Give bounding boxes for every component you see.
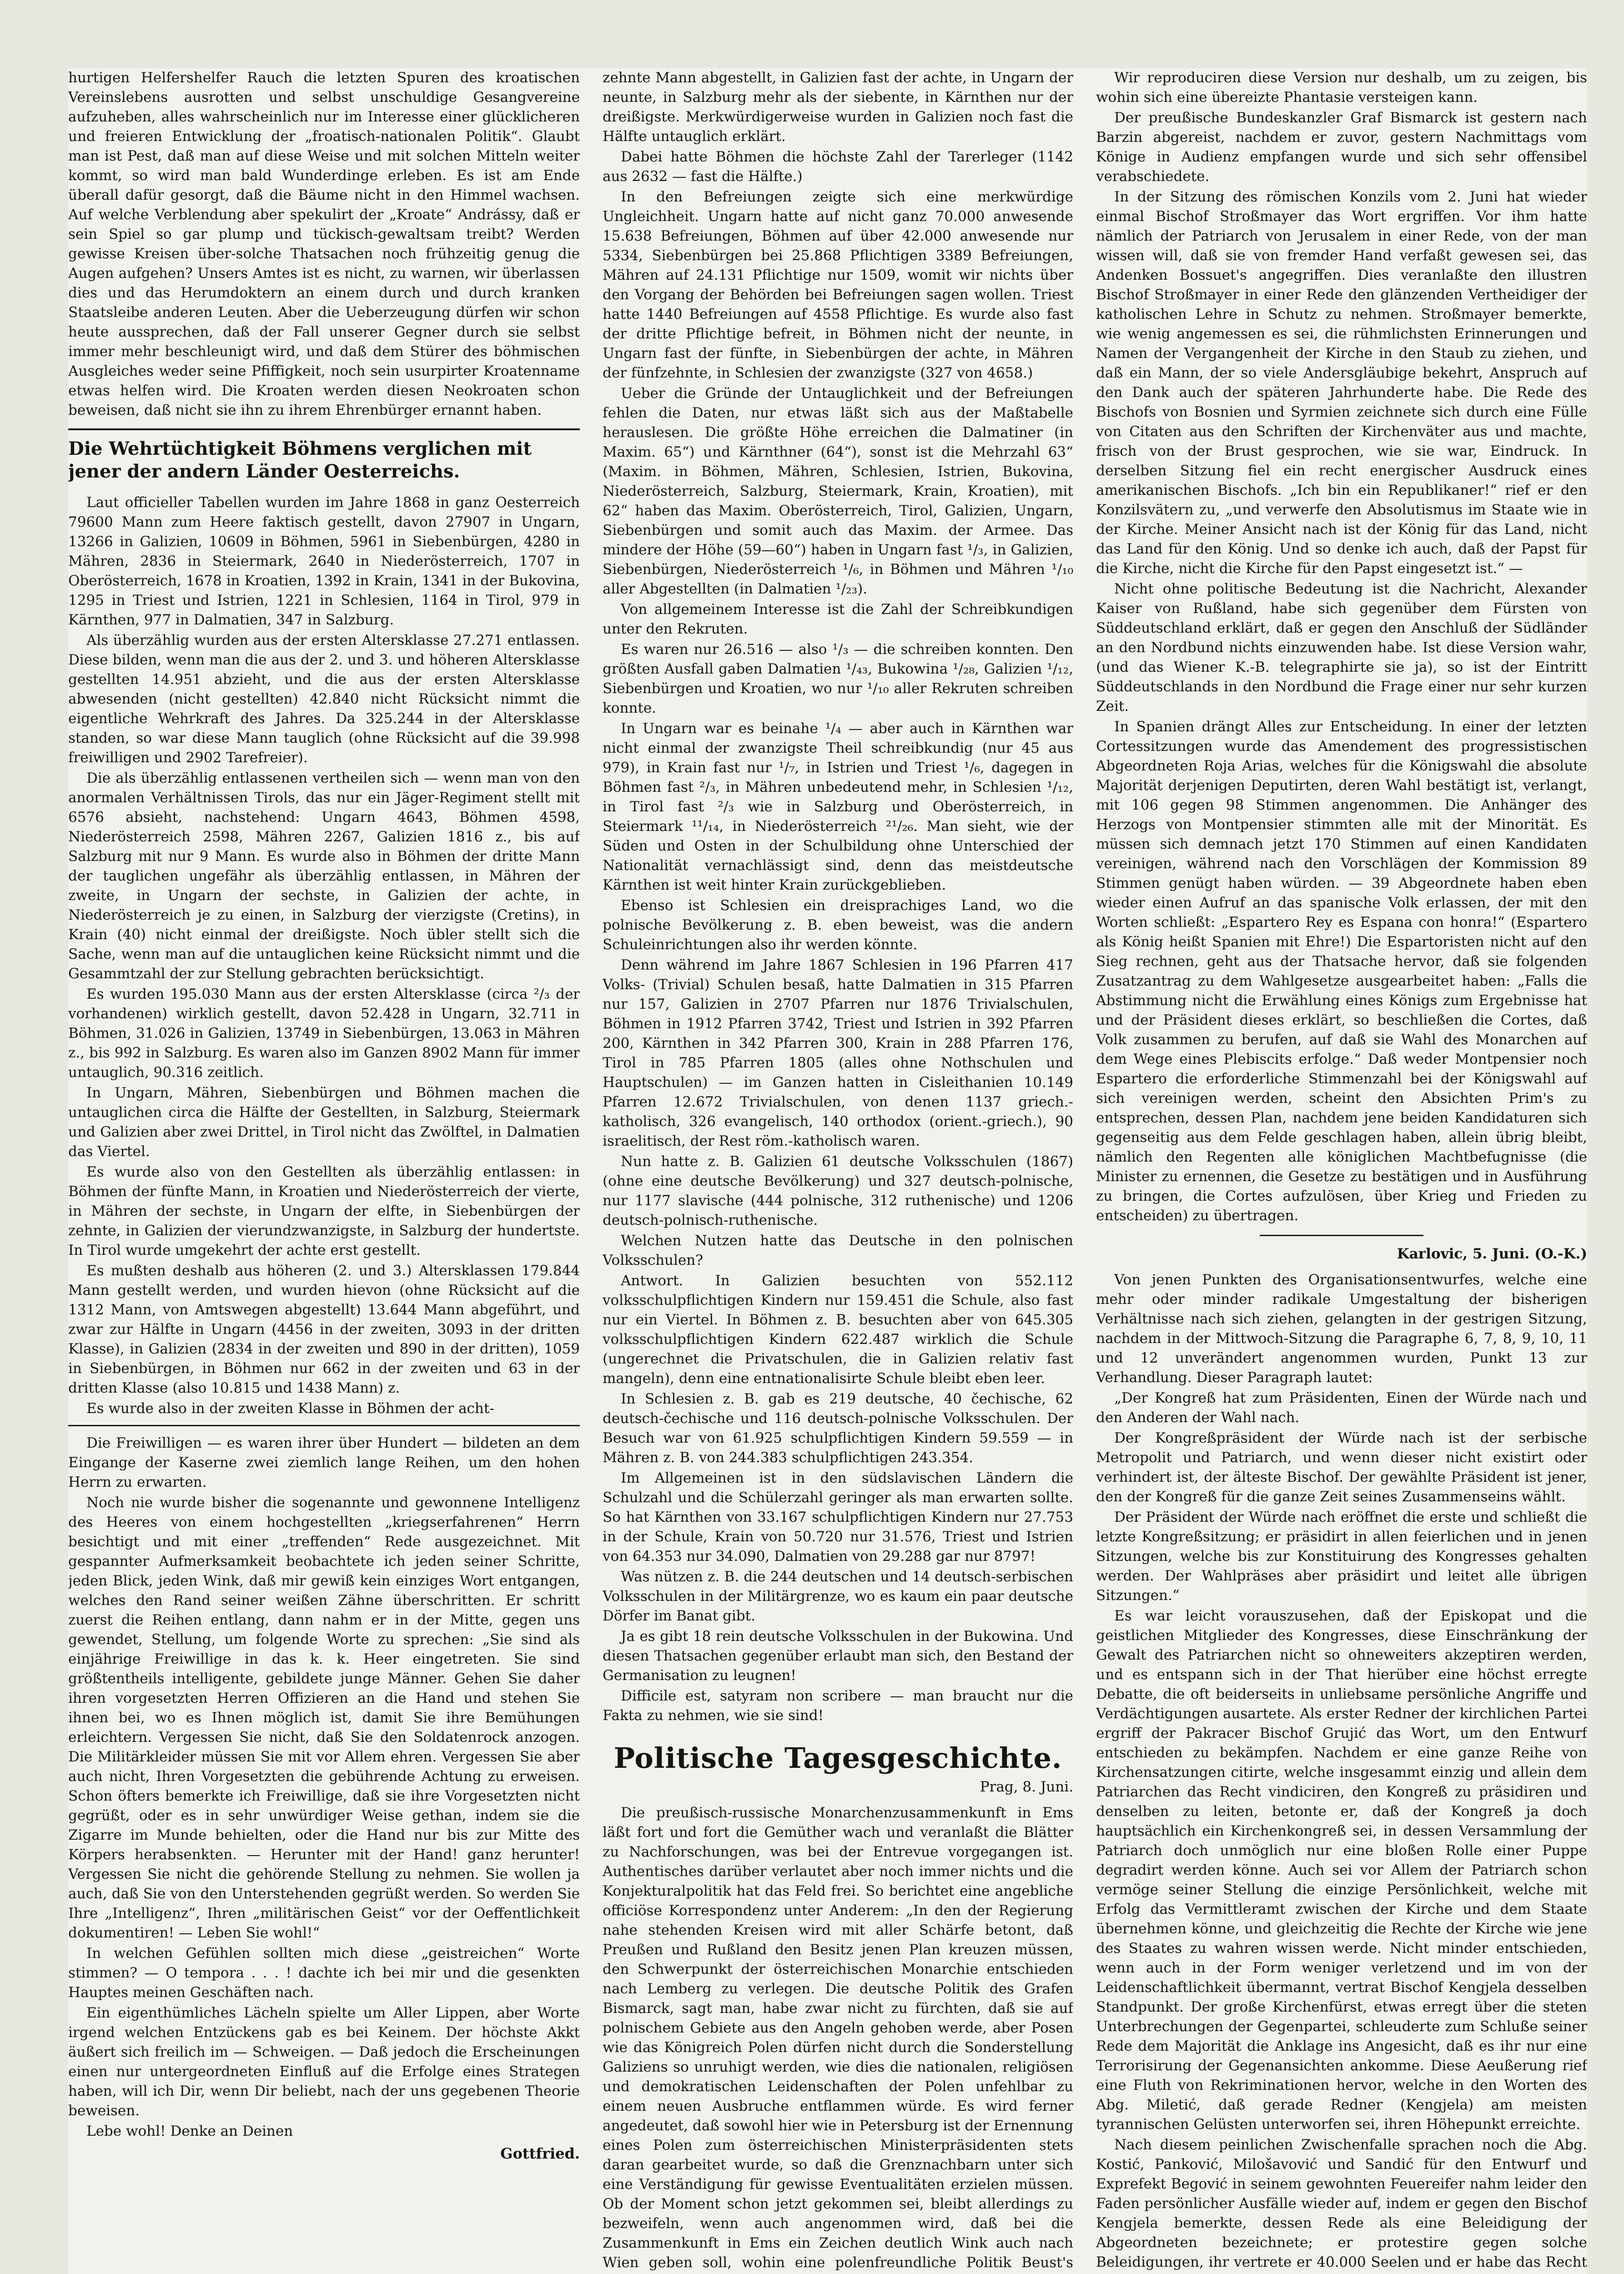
headline-wehrtuechtigkeit: Die Wehrtüchtigkeit Böhmens verglichen mit jener der andern Länder Oesterreichs. (68, 428, 580, 483)
karlovic-paragraph: „Der Kongreß hat zum Präsidenten, Einen der Würde nach und den Anderen der Wahl nach. (1096, 1390, 1587, 1426)
wehr-paragraph: Von allgemeinem Interesse ist die Zahl der Schreibkundigen unter den Rekruten. (603, 601, 1073, 637)
wehr-paragraph: In den Befreiungen zeigte sich eine merkwürdige Ungleichheit. Ungarn hatte auf nicht ganz 70.000 anwesende 15.638 Befreiungen, Böhmen auf über 42.000 anwesende nur 5334, Siebenbürgen bei 25.868 Pflichtigen 3389 Befreiungen, Mähren auf 24.131 Pflichtige nur 1509, womit wir nichts über den Vorgang der Behörden bei Befreiungen sagen wollen. Triest hatte 1440 Befreiungen auf 4558 Pflichtige. Es wurde also fast der dritte Pflichtige befreit, in Böhmen nicht der neunte, in Ungarn fast der fünfte, in Siebenbürgen der achte, in Mähren der fünfzehnte, in Schlesien der zwanzigste (327 von 4658.) (603, 189, 1073, 381)
politik-paragraph: In der Sitzung des römischen Konzils vom 2. Juni hat wieder einmal Bischof Stroßmayer das Wort ergriffen. Vor ihm hatte nämlich der Patriarch von Jerusalem in einer Rede, von der man wissen will, daß sie von fremder Hand verfaßt gewesen sei, das Andenken Bossuet's angegriffen. Dies veranlaßte den illustren Bischof Stroßmayer in einer Rede den glänzenden Vertheidiger der katholischen Lehre in Schutz zu nehmen. Stroßmayer bemerkte, wie wenig angemessen es sei, die rühmlichsten Erinnerungen und Namen der Vergangenheit der Kirche in den Staub zu ziehen, und daß ein Mann, der so viele Andersgläubige bekehrt, Anspruch auf den Dank auch der späteren Jahrhunderte habe. Die Rede des Bischofs von Bosnien und Syrmien zeichnete sich durch eine Fülle von Citaten aus den Schriften der Kirchenväter aus und machte, frisch von der Brust gesprochen, wie sie war, Eindruck. In derselben Sitzung fiel ein recht energischer Ausdruck eines amerikanischen Bischofs. „Ich bin ein Republikaner!“ rief er den Konzilsvätern zu, „und verwerfe den Absolutismus im Staate wie in der Kirche. Meiner Ansicht nach ist der König für das Land, nicht das Land für den König. Und so denke ich auch, daß der Papst für die Kirche, nicht die Kirche für den Papst eingesetzt ist.“ — (1096, 189, 1587, 577)
wehr-paragraph: In Schlesien z. B. gab es 219 deutsche, 40 čechische, 62 deutsch-čechische und 116 deutsch-polnische Volksschulen. Der Besuch war von 61.925 schulpflichtigen Kindern 59.559 — in Mähren z. B. von 244.383 schulpflichtigen 243.354. (603, 1391, 1073, 1466)
wehr-paragraph: Laut officieller Tabellen wurden im Jahre 1868 in ganz Oesterreich 79600 Mann zum Heere faktisch gestellt, davon 27907 in Ungarn, 13266 in Galizien, 10609 in Böhmen, 5961 in Siebenbürgen, 4280 in Mähren, 2836 in Steiermark, 2640 in Niederösterreich, 1707 in Oberösterreich, 1678 in Kroatien, 1392 in Krain, 1341 in der Bukovina, 1295 in Triest und Istrien, 1221 in Schlesien, 1164 in Tirol, 979 in Kärnthen, 977 in Dalmatien, 347 in Salzburg. (68, 494, 580, 628)
story-paragraph: Die Freiwilligen — es waren ihrer über Hundert — bildeten an dem Eingange der Kaserne zwei ziemlich lange Reihen, um den hohen Herrn zu erwarten. (68, 1435, 580, 1490)
wehr-paragraph: Es wurde also von den Gestellten als überzählig entlassen: in Böhmen der fünfte Mann, in Kroatien und Niederösterreich der vierte, in Mähren der sechste, in Ungarn der elfte, in Siebenbürgen der zehnte, in Galizien der vierundzwanzigste, in Salzburg der hundertste. In Tirol wurde umgekehrt der achte erst gestellt. (68, 1164, 580, 1258)
story-paragraph: In welchen Gefühlen sollten mich diese „geistreichen“ Worte stimmen? — O tempora . . . ! dachte ich bei mir und die gesenkten Hauptes meinen Geschäften nach. (68, 1945, 580, 2001)
wehr-paragraph: Im Allgemeinen ist in den südslavischen Ländern die Schulzahl und die Schülerzahl geringer als man erwarten sollte. So hat Kärnthen von 33.167 schulpflichtigen Kindern nur 27.753 in der Schule, Krain von 50.720 nur 31.576, Triest und Istrien von 64.353 nur 34.090, Dalmatien von 29.288 gar nur 8797! (603, 1470, 1073, 1565)
wehr-paragraph: Nun hatte z. B. Galizien 61 deutsche Volksschulen (1867) (ohne eine deutsche Bevölkerung) und 327 deutsch-polnische, nur 1177 slavische (444 polnische, 312 ruthenische) und 1206 deutsch-polnisch-ruthenische. (603, 1153, 1073, 1228)
wehr-paragraph: Es waren nur 26.516 — also ¹/₃ — die schreiben konnten. Den größten Ausfall gaben Dalmatien ¹/₄₃, Bukowina ¹/₂₈, Galizien ¹/₁₂, Siebenbürgen und Kroatien, wo nur ¹/₁₀ aller Rekruten schreiben konnte. (603, 641, 1073, 716)
story-paragraph: Noch nie wurde bisher die sogenannte und gewonnene Intelligenz des Heeres von einem hochgestellten „kriegserfahrenen“ Herrn besichtigt und mit einer „treffenden“ Rede ausgezeichnet. Mit gespannter Aufmerksamkeit beobachtete ich jeden seiner Schritte, jeden Blick, jeden Wink, daß mir gewiß kein einziges Wort entgangen, welches den Rand seiner weißen Zähne überschritten. Er schritt zuerst die Reihen entlang, dann nahm er in der Mitte, gegen uns gewendet, Stellung, um folgende Worte zu sprechen: „Sie sind als einjährige Freiwillige in das k. k. Heer eingetreten. Sie sind größtentheils intelligente, gebildete junge Männer. Gehen Sie daher ihren vorgesetzten Herren Offizieren an die Hand und stehen Sie ihnen bei, wo es Ihnen möglich ist, damit Sie ihre Bemühungen erleichtern. Vergessen Sie nicht, daß Sie den Soldatenrock anzogen. Die Militärkleider müssen Sie mit vor Allem ehren. Vergessen Sie aber auch nicht, Ihren Vorgesetzten die gebührende Achtung zu erweisen. Schon öfters bemerkte ich Freiwillige, daß sie ihre Vorgesetzten nicht gegrüßt, oder es in sehr unwürdiger Weise gethan, indem sie die Zigarre im Munde behielten, oder die Hand nur bis zur Mitte des Körpers herabsenkten. — Herunter mit der Hand! ganz herunter! Vergessen Sie nicht die gehörende Stellung zu nehmen. Sie wollen ja auch, daß Sie von den Unterstehenden gegrüßt werden. So werden Sie Ihre „Intelligenz“, Ihren „militärischen Geist“ vor der Oeffentlichkeit dokumentiren! — Leben Sie wohl!“ (68, 1494, 580, 1941)
wehr-continued: zehnte Mann abgestellt, in Galizien fast der achte, in Ungarn der neunte, in Salzburg mehr als der siebente, in Kärnthen nur der dreißigste. Merkwürdigerweise wurden in Galizien noch fast die Hälfte untauglich erklärt. (603, 70, 1073, 145)
story-paragraph: Lebe wohl! Denke an Deinen (86, 2123, 293, 2139)
karlovic-paragraph: Der Präsident der Würde nach eröffnet die erste und schließt die letzte Kongreßsitzung; er präsidirt in allen feierlichen und in jenen Sitzungen, welche bis zur Konstituirung des Kongresses gehalten werden. Der Wahlpräses aber präsidirt und leitet alle übrigen Sitzungen.“ (1096, 1509, 1587, 1604)
wehr-paragraph: Ueber die Gründe der Untauglichkeit und der Befreiungen fehlen die Daten, nur etwas läßt sich aus der Maßtabelle herauslesen. Die größte Höhe erreichen die Dalmatiner (in Maxim. 65“) und Kärnthner (64“), sonst ist die Mehrzahl 63“ (Maxim. in Böhmen, Mähren, Schlesien, Istrien, Bukovina, Niederösterreich, Salzburg, Steiermark, Krain, Kroatien), mit 62“ haben das Maxim. Oberösterreich, Tirol, Galizien, Ungarn, Siebenbürgen und somit auch das Maxim. der Armee. Das mindere der Höhe (59—60“) haben in Ungarn fast ¹/₃, in Galizien, Siebenbürgen, Niederösterreich ¹/₆, in Böhmen und Mähren ¹/₁₀ aller Abgestellten (in Dalmatien ¹/₂₃). (603, 385, 1073, 597)
wehr-paragraph: Als überzählig wurden aus der ersten Altersklasse 27.271 entlassen. Diese bilden, wenn man die aus der 2. und 3. und höheren Altersklasse gestellten 14.951 abzieht, und die aus der ersten Altersklasse abwesenden (nicht gestellten) 42.840 nicht Rücksicht nimmt die eigentliche Wehrkraft des Jahres. Da 325.244 in der Altersklasse standen, so war diese Mann tauglich (ohne Rücksicht auf die 39.998 freiwilligen und 2902 Tarefreier). (68, 632, 580, 766)
wehr-paragraph: Denn während im Jahre 1867 Schlesien in 196 Pfarren 417 Volks- (Trivial) Schulen besaß, hatte Dalmatien in 315 Pfarren nur 157, Galizien in 2707 Pfarren nur 1876 Trivialschulen, Böhmen in 1912 Pfarren 3742, Triest und Istrien in 392 Pfarren 200, Kärnthen in 342 Pfarren 300, Krain in 288 Pfarren 176, Tirol in 785 Pfarren 1805 (alles ohne Nothschulen und Hauptschulen) — im Ganzen hatten in Cisleithanien 10.149 Pfarren 12.672 Trivialschulen, von denen 1137 griech.-katholisch, 326 evangelisch, 140 orthodox (orient.-griech.), 90 israelitisch, der Rest röm.-katholisch waren. (603, 957, 1073, 1149)
wehr-paragraph: In Ungarn, Mähren, Siebenbürgen und Böhmen machen die untauglichen circa die Hälfte der Gestellten, in Salzburg, Steiermark und Galizien aber zwei Drittel, in Tirol nicht das Zwölftel, in Dalmatien das Viertel. (68, 1085, 580, 1160)
karlovic-paragraph: Es war leicht vorauszusehen, daß der Episkopat und die geistlichen Mitglieder des Kongresses, diese Einschränkung der Gewalt des Patriarchen nicht so ohneweiters akzeptiren werden, und es entspann sich in der That hierüber eine höchst erregte Debatte, die oft beiderseits in unliebsame persönliche Angriffe und Verdächtigungen ausartete. Als erster Redner der kirchlichen Partei ergriff der Pakracer Bischof Grujić das Wort, um den Entwurf entschieden zu bekämpfen. Nachdem er eine ganze Reihe von Kirchensatzungen citirte, welche insgesammt einzig und allein dem Patriarchen das Recht vindiciren, den Kongreß zu präsidiren und denselben zu leiten, betonte er, daß der Kongreß ja doch hauptsächlich ein Kirchenkongreß sei, in dessen Versammlung der Patriarch doch unmöglich nur eine bloßen Rolle einer Puppe degradirt werden könne. Auch sei vor Allem der Patriarch schon vermöge seiner Stellung die einzige Persönlichkeit, welche mit Erfolg das Vermittleramt zwischen der Kirche und dem Staate übernehmen könne, und gleichzeitig die Rechte der Kirche wie jene des Staates zu wahren wissen werde. Nicht minder entschieden, wenn auch in der Form weniger verletzend und im von der Leidenschaftlichkeit übermannt, vertrat Bischof Kengjela desselben Standpunkt. Der große Kirchenfürst, etwas erregt über die steten Unterbrechungen der Gegenpartei, schleuderte zum Schluße seiner Rede dem Majorität die Anklage ins Angesicht, daß es ihr nur eine Terrorisirung der Gegenansichten ankomme. Diese Aeußerung rief eine Fluth von Rekriminationen hervor, welche in den Worten des Abg. Miletić, daß gerade Redner (Kengjela) am meisten tyrannischen Gelüsten unterworfen sei, ihren Höhepunkt erreichte. (1096, 1608, 1587, 2133)
section-title-politik: Politische Tagesgeschichte. (613, 1741, 1062, 1775)
karlovic-paragraph: Der Kongreßpräsident der Würde nach ist der serbische Metropolit und Patriarch, und wenn dieser nicht existirt oder verhindert ist, der älteste Bischof. Der gewählte Präsident ist jener, den der Kongreß für die ganze Zeit seines Zusammenseins wählt. (1096, 1430, 1587, 1505)
wehr-paragraph: Ja es gibt 18 rein deutsche Volksschulen in der Bukowina. Und diesen Thatsachen gegenüber erlaubt man sich, den Bestand der Germanisation zu leugnen! (603, 1628, 1073, 1684)
column-right (1096, 68, 1587, 2274)
newspaper-page (68, 68, 1587, 2274)
wehr-paragraph: Was nützen z. B. die 244 deutschen und 14 deutsch-serbischen Volksschulen in der Militärgrenze, wo es kaum ein paar deutsche Dörfer im Banat gibt. (603, 1569, 1073, 1624)
dateline: Prag, 8. Juni. (980, 1779, 1073, 1795)
wehr-paragraph: Die als überzählig entlassenen vertheilen sich — wenn man von den anormalen Verhältnissen Tirols, das nur ein Jäger-Regiment stellt mit 6576 absieht, nachstehend: Ungarn 4643, Böhmen 4598, Niederösterreich 2598, Mähren 2267, Galizien 1816 z., bis auf Salzburg mit nur 9 Mann. Es wurde also in Böhmen der dritte Mann der tauglichen ungefähr als überzählig entlassen, in Mähren der zweite, in Ungarn der sechste, in Galizien der achte, in Niederösterreich je zu einen, in Salzburg der vierzigste (Cretins), in Krain (40) nicht einmal der dreißigste. Noch übler stellt sich die Sache, wenn man auf die untauglichen keine Rücksicht nimmt und die Gesammtzahl der zur Stellung gebrachten berücksichtigt. (68, 770, 580, 982)
wehr-paragraph: Dabei hatte Böhmen die höchste Zahl der Tarerleger (1142 aus 2632 — fast die Hälfte.) (603, 149, 1073, 185)
politik-paragraph: Der preußische Bundeskanzler Graf Bismarck ist gestern nach Barzin abgereist, nachdem er zuvor, gestern Nachmittags vom Könige in Audienz empfangen wurde und sich sehr offensibel verabschiedete. (1096, 110, 1587, 185)
politik-paragraph: Nicht ohne politische Bedeutung ist die Nachricht, Alexander Kaiser von Rußland, habe sich gegenüber dem Fürsten von Süddeutschland erklärt, daß er gegen den Anschluß der Südländer an den Nordbund nichts einzuwenden habe. Ist diese Version wahr, (und das Wiener K.-B. telegraphirte sie ja), so ist der Eintritt Süddeutschlands in den Nordbund die Frage einer nur sehr kurzen Zeit. (1096, 581, 1587, 714)
story-paragraph: Ein eigenthümliches Lächeln spielte um Aller Lippen, aber Worte irgend welchen Entzückens gab es bei Keinem. Der höchste Akkt äußert sich freilich im — Schweigen. — Daß jedoch die Erscheinungen einen nur untergeordneten Einfluß auf die Erfolge eines Strategen haben, will ich Dir, wenn Dir beliebt, nach der uns gegebenen Theorie beweisen. (68, 2005, 580, 2119)
column-left (68, 68, 580, 2274)
author-signature: Gottfried. (500, 2145, 580, 2162)
section-divider (1260, 1235, 1423, 1236)
wehr-paragraph: In Ungarn war es beinahe ¹/₄ — aber auch in Kärnthen war nicht einmal der zwanzigste Theil schreibkundig (nur 45 aus 979), in Krain fast nur ¹/₇, in Istrien und Triest ¹/₆, dagegen in Böhmen fast ²/₃, in Mähren unbedeutend mehr, in Schlesien ¹/₁₂, in Tirol fast ²/₃ wie in Salzburg und Oberösterreich, in Steiermark ¹¹/₁₄, in Niederösterreich ²¹/₂₆. Man sieht, wie der Süden und Osten in der Schulbildung ohne Unterschied der Nationalität vernachlässigt sind, denn das meistdeutsche Kärnthen ist weit hinter Krain zurückgeblieben. (603, 720, 1073, 893)
section-divider (68, 1425, 580, 1426)
wehr-paragraph: Es mußten deshalb aus höheren (2. und 3.) Altersklassen 179.844 Mann gestellt werden, und wurden hievon (ohne Rücksicht auf die 1312 Mann, von Amtswegen abgestellt) 13.644 Mann abgeführt, und zwar zur Hälfte in Ungarn (4456 in der zweiten, 3093 in der dritten Klasse), in Galizien (2834 in der zweiten und 890 in der dritten), 1059 in Siebenbürgen, in Böhmen nur 662 in der zweiten und 63 in der dritten Klasse (also 10.815 und 1438 Mann) z. (68, 1263, 580, 1396)
wehr-paragraph: Es wurden 195.030 Mann aus der ersten Altersklasse (circa ²/₃ der vorhandenen) wirklich gestellt, davon 52.428 in Ungarn, 32.711 in Böhmen, 31.026 in Galizien, 13749 in Siebenbürgen, 13.063 in Mähren z., bis 992 in Salzburg. Es waren also im Ganzen 8902 Mann für immer untauglich, 90.316 zeitlich. (68, 986, 580, 1081)
karlovic-paragraph: Von jenen Punkten des Organisationsentwurfes, welche eine mehr oder minder radikale Umgestaltung der bisherigen Verhältnisse nach sich ziehen, gelangten in der gestrigen Sitzung, nachdem in der Mittwoch-Sitzung die Paragraphe 6, 7, 8, 9, 10, 11 und 12 unverändert angenommen wurden, Punkt 13 zur Verhandlung. Dieser Paragraph lautet: (1096, 1272, 1587, 1386)
wehr-paragraph: Es wurde also in der zweiten Klasse in Böhmen der acht- (86, 1400, 494, 1417)
column-middle (603, 68, 1073, 2274)
karlovic-paragraph: Nach diesem peinlichen Zwischenfalle sprachen noch die Abg. Kostić, Panković, Milošavović und Sandić für den Entwurf und Exprefekt Begović in seinem gewohnten Feuereifer nahm leider den Faden persönlicher Ausfälle wieder auf, indem er gegen den Bischof Kengjela bemerkte, dessen Rede als eine Beleidigung der Abgeordneten bezeichnete; er protestire gegen solche Beleidigungen, ihr vertrete er 40.000 Seelen und er habe das Recht (1096, 2137, 1587, 2270)
karlovic-dateline: Karlovic, 5. Juni. (O.-K.) (1397, 1246, 1587, 1262)
politik-paragraph: In Spanien drängt Alles zur Entscheidung. In einer der letzten Cortessitzungen wurde das Amendement des progressistischen Abgeordneten Roja Arias, welches für die Königswahl die absolute Majorität derjenigen Deputirten, deren Wahl bestätigt ist, verlangt, mit 106 gegen 98 Stimmen angenommen. Die Anhänger des Herzogs von Montpensier stimmten alle mit der Minorität. Es müssen sich demnach jetzt 170 Stimmen auf einen Kandidaten vereinigen, während nach den Vorschlägen der Kommission 89 Stimmen genügt haben würden. — 39 Abgeordnete haben eben wieder einen Aufruf an das spanische Volk erlassen, der mit den Worten schließt: „Espartero Rey es Espana con honra!“ (Espartero als König heißt Spanien mit Ehre!) Die Espartoristen nicht auf den Sieg rechnen, geht aus der Thatsache hervor, daß sie folgenden Zusatzantrag zu dem Wahlgesetze ausgearbeitet haben: „Falls die Abstimmung nicht die Erwählung eines Königs zum Ergebnisse hat und der Präsident dieses erklärt, so beschließen die Cortes, daß Volk zusammen zu berufen, auf daß sie Wahl des Monarchen auf dem Wege eines Plebiscits erfolge.“ Daß weder Montpensier noch Espartero die erforderliche Stimmenzahl bei der Königswahl auf sich vereinigen werden, scheint den Absichten Prim's zu entsprechen, dessen Plan, nachdem jene beiden Kandidaturen sich gegenseitig aus dem Felde geschlagen haben, allein übrig bleibt, nämlich den Regenten alle königlichen Machtbefugnisse (die Minister zu ernennen, die Gesetze zu bestätigen und in Ausführung zu bringen, die Cortes aufzulösen, über Krieg und Frieden zu entscheiden) zu übertragen. (1096, 719, 1587, 1224)
wehr-paragraph: Welchen Nutzen hatte das Deutsche in den polnischen Volksschulen? (603, 1233, 1073, 1268)
wehr-paragraph: Ebenso ist Schlesien ein dreisprachiges Land, wo die polnische Bevölkerung z. B. eben beweist, was die andern Schuleinrichtungen also ihr werden könnte. (603, 897, 1073, 953)
politik-paragraph: Die preußisch-russische Monarchenzusammenkunft in Ems läßt fort und fort die Gemüther wach und veranlaßt die Blätter zu Nachforschungen, was bei der Entrevue vorgegangen ist. Authentisches darüber verlautet aber noch immer nichts und die Konjekturalpolitik hat das Feld frei. So berichtet eine angebliche officiöse Korrespondenz unter Anderem: „In den der Regierung nahe stehenden Kreisen wird mit aller Schärfe betont, daß Preußen und Rußland den Besitz jenen Plan kreuzen müssen, den Schwerpunkt der österreichischen Monarchie entschieden nach Lemberg zu verlegen. Die deutsche Politik des Grafen Bismarck, sagt man, habe zwar nicht zu fürchten, daß sie auf polnischem Gebiete aus den Angeln gehoben werde, aber Posen wie das Königreich Polen dürfen nicht durch die Sonderstellung Galiziens so unruhigt werden, wie dies die nationalen, religiösen und demokratischen Leidenschaften der Polen unfehlbar zu einem neuen Ausbruche entflammen würde. Es wird ferner angedeutet, daß sowohl hier wie in Petersburg ist der Ernennung eines Polen zum österreichischen Ministerpräsidenten stets daran gearbeitet wurde, so daß die Grenznachbarn unter sich eine Verständigung für gewisse Eventualitäten erzielen müssen. Ob der Moment schon jetzt gekommen sei, bleibt allerdings zu bezweifeln, wenn auch angenommen wird, daß bei die Zusammenkunft in Ems ein Zeichen deutlich Wink auch nach Wien geben soll, wohin eine polenfreundliche Politik Beust's (603, 1805, 1073, 2271)
wehr-paragraph: Antwort. In Galizien besuchten von 552.112 volksschulpflichtigen Kindern nur 159.451 die Schule, also fast nur ein Viertel. In Böhmen z. B. besuchten aber von 645.305 volksschulpflichtigen Kindern 622.487 wirklich die Schule (ungerechnet die Privatschulen, die in Galizien relativ fast mangeln), denn eine entnationalisirte Schule bleibt eben leer. (603, 1273, 1073, 1387)
politik-paragraph: Wir reproduciren diese Version nur deshalb, um zu zeigen, bis wohin sich eine übereizte Phantasie versteigen kann. (1096, 70, 1587, 106)
article-croatia-ending: hurtigen Helfershelfer Rauch die letzten Spuren des kroatischen Vereinslebens ausrotten und selbst unschuldige Gesangvereine aufzuheben, alles wahrscheinlich nur im Interesse einer glücklicheren und freieren Entwicklung der „froatisch-nationalen Politik“. Glaubt man ist Pest, daß man auf diese Weise und mit solchen Mitteln weiter kommt, so wird man bald Wunderdinge erleben. Es ist am Ende überall dafür gesorgt, daß die Bäume nicht in den Himmel wachsen. Auf welche Verblendung aber spekulirt der „Kroate“ Andrássy, daß er sein Spiel so gar plump und tückisch-gewaltsam treibt? Werden gewisse Kreisen über-solche Thatsachen noch frühzeitig genug die Augen aufgehen? Unsers Amtes ist es nicht, zu warnen, wir überlassen dies und das Herumdoktern an einem durch und durch kranken Staatsleibe anderen Leuten. Aber die Ueberzeugung dürfen wir schon heute aussprechen, daß der Fall unserer Gegner durch sie selbst immer mehr beschleunigt wird, und daß dem Stürer des böhmischen Ausgleiches weder seine Pfiffigkeit, noch sein usurpirter Kroatenname etwas helfen wird. Die Kroaten werden diesen Neokroaten schon beweisen, daß nicht sie ihn zu ihrem Ehrenbürger ernannt haben. (68, 70, 580, 418)
wehr-paragraph: Difficile est, satyram non scribere — man braucht nur die Fakta zu nehmen, wie sie sind! (603, 1688, 1073, 1724)
